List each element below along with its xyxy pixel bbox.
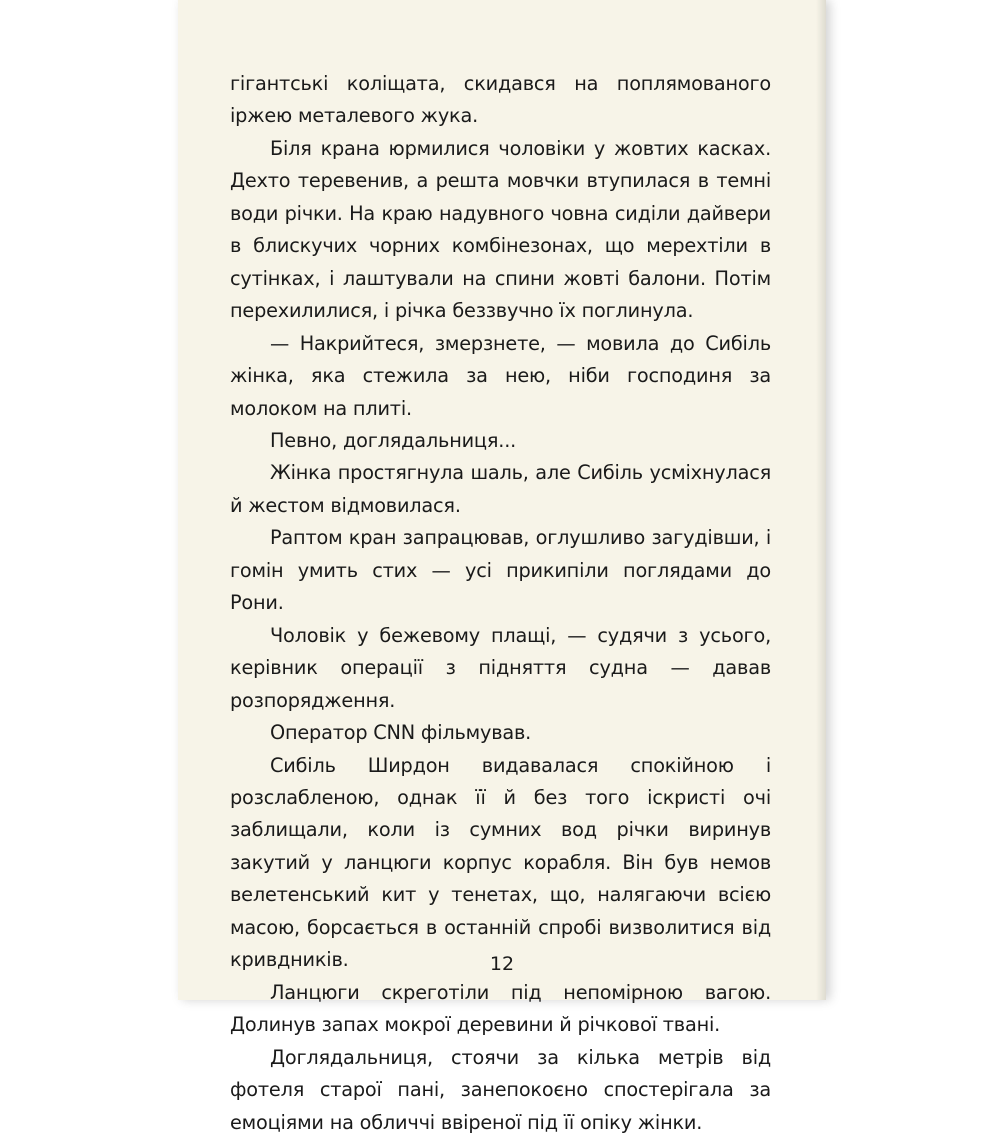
book-page (178, 0, 826, 1134)
paragraph: Раптом кран запрацював, оглушливо загудівши, і гомін умить стих — усі прикипіли поглядами до Рони. (230, 526, 771, 615)
paragraph: Оператор CNN фільмував. (270, 721, 532, 745)
paragraph: гігантські коліщата, скидався на поплямованого іржею металевого жука. (230, 72, 771, 128)
page-number: 12 (489, 953, 515, 975)
paragraph: Жінка простягнула шаль, але Сибіль усміхнулася й жестом відмовилася. (230, 461, 771, 517)
paragraph: Доглядальниця, стоячи за кілька метрів від фотеля старої пані, занепокоєно спостерігала за емоціями на обличчі ввіреної під її опіку жінки. (230, 1045, 771, 1134)
paragraph: — Накрийтеся, змерзнете, — мовила до Сибіль жінка, яка стежила за нею, ніби господиня за молоком на плиті. (230, 331, 771, 420)
body-text (230, 68, 771, 1139)
paragraph: Біля крана юрмилися чоловіки у жовтих касках. Дехто теревенив, а решта мовчки втупилася в темні води річки. На краю надувного човна сиділи дайвери в блискучих чорних комбінезонах, що мерехтіли в сутінках, і лаштували на спини жовті балони. Потім перехилилися, і річка беззвучно їх поглинула. (230, 136, 771, 323)
paragraph: Ланцюги скреготіли під непомірною вагою. Долинув запах мокрої деревини й річкової твані. (230, 980, 771, 1037)
paragraph: Певно, доглядальниця... (270, 428, 517, 452)
paragraph: Сибіль Ширдон видавалася спокійною і розслабленою, однак її й без того іскристі очі заблищали, коли із сумних вод річки виринув закутий у ланцюги корпус корабля. Він був немов велетенський кит у тенетах, що, налягаючи всією масою, борсається в останній спробі визволитися від кривдників. (230, 753, 771, 972)
paragraph: Чоловік у бежевому плащі, — судячи з усього, керівник операції з підняття судна — давав розпорядження. (230, 623, 771, 712)
